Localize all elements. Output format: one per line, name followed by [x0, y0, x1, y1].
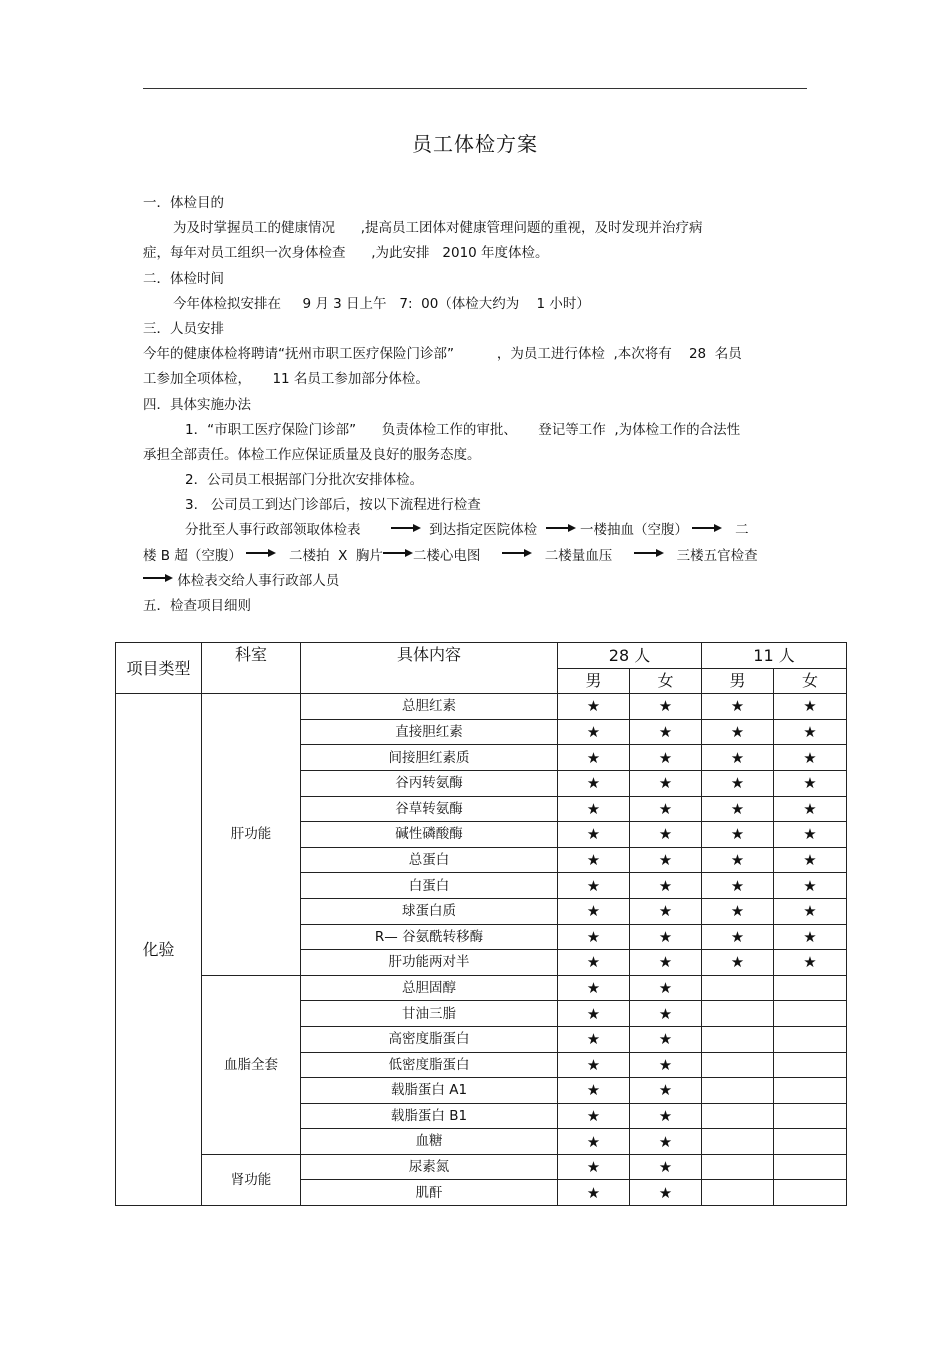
arrow-right-icon: [692, 528, 722, 529]
item-name-cell: 白蛋白: [301, 873, 558, 899]
mark-cell: ★: [630, 719, 702, 745]
mark-cell: ★: [630, 975, 702, 1001]
text-segment: 二楼量血压: [531, 547, 634, 564]
arrow-right-icon: [391, 528, 421, 529]
text-line: [143, 468, 808, 493]
text-segment: 2．公司员工根据部门分批次安排体检。: [185, 472, 424, 489]
text-segment: 分批至人事行政部领取体检表: [185, 522, 391, 539]
mark-cell: [702, 1001, 774, 1027]
text-segment: 体检表交给人事行政部人员: [173, 572, 340, 589]
mark-cell: ★: [558, 1180, 630, 1206]
item-name-cell: 肌酐: [301, 1180, 558, 1206]
text-line: [143, 443, 808, 468]
mark-cell: ★: [630, 873, 702, 899]
mark-cell: [702, 1154, 774, 1180]
text-line: [143, 594, 808, 619]
text-segment: 二: [722, 522, 749, 539]
mark-cell: [774, 975, 847, 1001]
mark-cell: ★: [702, 745, 774, 771]
mark-cell: [774, 1026, 847, 1052]
text-segment: 二．体检时间: [143, 270, 224, 287]
header-male-11: 男: [702, 668, 774, 694]
mark-cell: ★: [774, 822, 847, 848]
text-segment: 症，每年对员工组织一次身体检查 ,为此安排 2010 年度体检。: [143, 245, 549, 262]
text-line: [143, 342, 808, 367]
mark-cell: ★: [630, 1052, 702, 1078]
item-name-cell: 谷草转氨酶: [301, 796, 558, 822]
mark-cell: ★: [774, 873, 847, 899]
header-type: 项目类型: [116, 643, 202, 694]
mark-cell: ★: [774, 770, 847, 796]
mark-cell: [702, 1129, 774, 1155]
text-segment: 今年体检拟安排在 9 月 3 日上午 7: 00（体检大约为 1 小时）: [173, 295, 590, 312]
mark-cell: ★: [558, 847, 630, 873]
mark-cell: [774, 1052, 847, 1078]
arrow-right-icon: [383, 553, 413, 554]
mark-cell: ★: [558, 1001, 630, 1027]
mark-cell: ★: [702, 898, 774, 924]
dept-cell: 血脂全套: [202, 975, 301, 1154]
mark-cell: [702, 1180, 774, 1206]
table-row: [116, 975, 847, 1001]
text-segment: 今年的健康体检将聘请“抚州市职工医疗保险门诊部” ，为员工进行体检 ,本次将有 28 名员: [143, 346, 742, 363]
header-dept: 科室: [202, 643, 301, 694]
mark-cell: ★: [630, 822, 702, 848]
text-segment: 二楼拍 X 胸片: [276, 547, 383, 564]
text-line: [143, 317, 808, 342]
mark-cell: ★: [558, 924, 630, 950]
mark-cell: ★: [702, 924, 774, 950]
text-segment: 3. 公司员工到达门诊部后，按以下流程进行检查: [185, 497, 481, 514]
mark-cell: ★: [630, 745, 702, 771]
mark-cell: [774, 1078, 847, 1104]
text-line: [143, 367, 808, 392]
text-segment: 承担全部责任。体检工作应保证质量及良好的服务态度。: [143, 446, 481, 463]
mark-cell: ★: [630, 847, 702, 873]
mark-cell: ★: [558, 1154, 630, 1180]
mark-cell: ★: [630, 796, 702, 822]
item-name-cell: 碱性磷酸酶: [301, 822, 558, 848]
arrow-right-icon: [143, 578, 173, 579]
mark-cell: ★: [774, 847, 847, 873]
text-segment: 楼 B 超（空腹）: [143, 547, 247, 564]
mark-cell: ★: [630, 1180, 702, 1206]
text-line: [143, 518, 808, 543]
table-row: [116, 1154, 847, 1180]
mark-cell: ★: [774, 950, 847, 976]
dept-cell: 肝功能: [202, 694, 301, 976]
text-segment: 到达指定医院体检: [420, 522, 546, 539]
mark-cell: ★: [558, 745, 630, 771]
mark-cell: ★: [702, 873, 774, 899]
mark-cell: [774, 1103, 847, 1129]
item-name-cell: 载脂蛋白 A1: [301, 1078, 558, 1104]
table-row: [116, 694, 847, 720]
document-title: 员工体检方案: [412, 132, 538, 156]
item-name-cell: 球蛋白质: [301, 898, 558, 924]
mark-cell: ★: [558, 1078, 630, 1104]
header-female-28: 女: [630, 668, 702, 694]
header-group-28: 28 人: [558, 643, 702, 669]
mark-cell: ★: [774, 745, 847, 771]
item-name-cell: 直接胆红素: [301, 719, 558, 745]
arrow-right-icon: [634, 553, 664, 554]
exam-items-table: [115, 642, 847, 1206]
item-name-cell: R— 谷氨酰转移酶: [301, 924, 558, 950]
item-name-cell: 总胆固醇: [301, 975, 558, 1001]
text-segment: 三．人员安排: [143, 320, 224, 337]
mark-cell: ★: [558, 822, 630, 848]
item-name-cell: 总胆红素: [301, 694, 558, 720]
mark-cell: ★: [558, 694, 630, 720]
mark-cell: ★: [558, 950, 630, 976]
mark-cell: ★: [702, 719, 774, 745]
mark-cell: ★: [702, 770, 774, 796]
arrow-right-icon: [546, 528, 576, 529]
mark-cell: [774, 1001, 847, 1027]
mark-cell: ★: [630, 1078, 702, 1104]
text-line: [143, 418, 808, 443]
item-name-cell: 血糖: [301, 1129, 558, 1155]
item-name-cell: 载脂蛋白 B1: [301, 1103, 558, 1129]
mark-cell: ★: [558, 1026, 630, 1052]
mark-cell: [702, 1026, 774, 1052]
mark-cell: ★: [774, 694, 847, 720]
category-cell: 化验: [116, 694, 202, 1206]
mark-cell: ★: [630, 924, 702, 950]
text-line: [143, 241, 808, 266]
text-line: [143, 191, 808, 216]
mark-cell: [774, 1180, 847, 1206]
mark-cell: ★: [702, 847, 774, 873]
mark-cell: ★: [774, 924, 847, 950]
mark-cell: ★: [630, 1103, 702, 1129]
mark-cell: ★: [630, 1129, 702, 1155]
header-male-28: 男: [558, 668, 630, 694]
text-segment: 一．体检目的: [143, 195, 224, 211]
text-line: [143, 569, 808, 594]
header-rule: [143, 88, 807, 89]
mark-cell: ★: [558, 796, 630, 822]
mark-cell: ★: [630, 1001, 702, 1027]
text-segment: 三楼五官检查: [663, 547, 758, 564]
mark-cell: [774, 1154, 847, 1180]
item-name-cell: 间接胆红素质: [301, 745, 558, 771]
text-line: [143, 267, 808, 292]
mark-cell: ★: [558, 975, 630, 1001]
mark-cell: ★: [702, 950, 774, 976]
mark-cell: ★: [630, 950, 702, 976]
mark-cell: ★: [774, 898, 847, 924]
text-line: [143, 544, 808, 569]
text-segment: 二楼心电图: [412, 547, 502, 564]
item-name-cell: 甘油三脂: [301, 1001, 558, 1027]
item-name-cell: 谷丙转氨酶: [301, 770, 558, 796]
text-line: [143, 216, 808, 241]
mark-cell: ★: [702, 822, 774, 848]
item-name-cell: 总蛋白: [301, 847, 558, 873]
mark-cell: ★: [702, 694, 774, 720]
mark-cell: ★: [774, 719, 847, 745]
mark-cell: ★: [630, 1026, 702, 1052]
mark-cell: ★: [558, 1129, 630, 1155]
mark-cell: [702, 975, 774, 1001]
item-name-cell: 肝功能两对半: [301, 950, 558, 976]
mark-cell: ★: [630, 1154, 702, 1180]
mark-cell: ★: [630, 694, 702, 720]
item-name-cell: 尿素氮: [301, 1154, 558, 1180]
mark-cell: ★: [558, 873, 630, 899]
document-body: [143, 191, 808, 619]
arrow-right-icon: [502, 553, 532, 554]
text-segment: 四．具体实施办法: [143, 396, 251, 413]
mark-cell: [702, 1052, 774, 1078]
mark-cell: ★: [558, 770, 630, 796]
header-female-11: 女: [774, 668, 847, 694]
text-segment: 一楼抽血（空腹）: [575, 522, 693, 539]
text-segment: 1．“市职工医疗保险门诊部” 负责体检工作的审批、 登记等工作 ,为体检工作的合法性: [185, 421, 741, 438]
mark-cell: ★: [630, 898, 702, 924]
text-segment: 工参加全项体检， 11 名员工参加部分体检。: [143, 371, 429, 388]
mark-cell: ★: [558, 1103, 630, 1129]
text-line: [143, 493, 808, 518]
mark-cell: ★: [558, 898, 630, 924]
header-content: 具体内容: [301, 643, 558, 694]
mark-cell: [702, 1078, 774, 1104]
mark-cell: ★: [702, 796, 774, 822]
mark-cell: [702, 1103, 774, 1129]
arrow-right-icon: [246, 553, 276, 554]
mark-cell: ★: [630, 770, 702, 796]
text-segment: 为及时掌握员工的健康情况 ,提高员工团体对健康管理问题的重视，及时发现并治疗病: [173, 220, 703, 237]
item-name-cell: 高密度脂蛋白: [301, 1026, 558, 1052]
mark-cell: [774, 1129, 847, 1155]
mark-cell: ★: [774, 796, 847, 822]
text-line: [143, 292, 808, 317]
dept-cell: 肾功能: [202, 1154, 301, 1205]
mark-cell: ★: [558, 1052, 630, 1078]
text-segment: 五．检查项目细则: [143, 598, 251, 614]
header-group-11: 11 人: [702, 643, 847, 669]
text-line: [143, 393, 808, 418]
item-name-cell: 低密度脂蛋白: [301, 1052, 558, 1078]
mark-cell: ★: [558, 719, 630, 745]
